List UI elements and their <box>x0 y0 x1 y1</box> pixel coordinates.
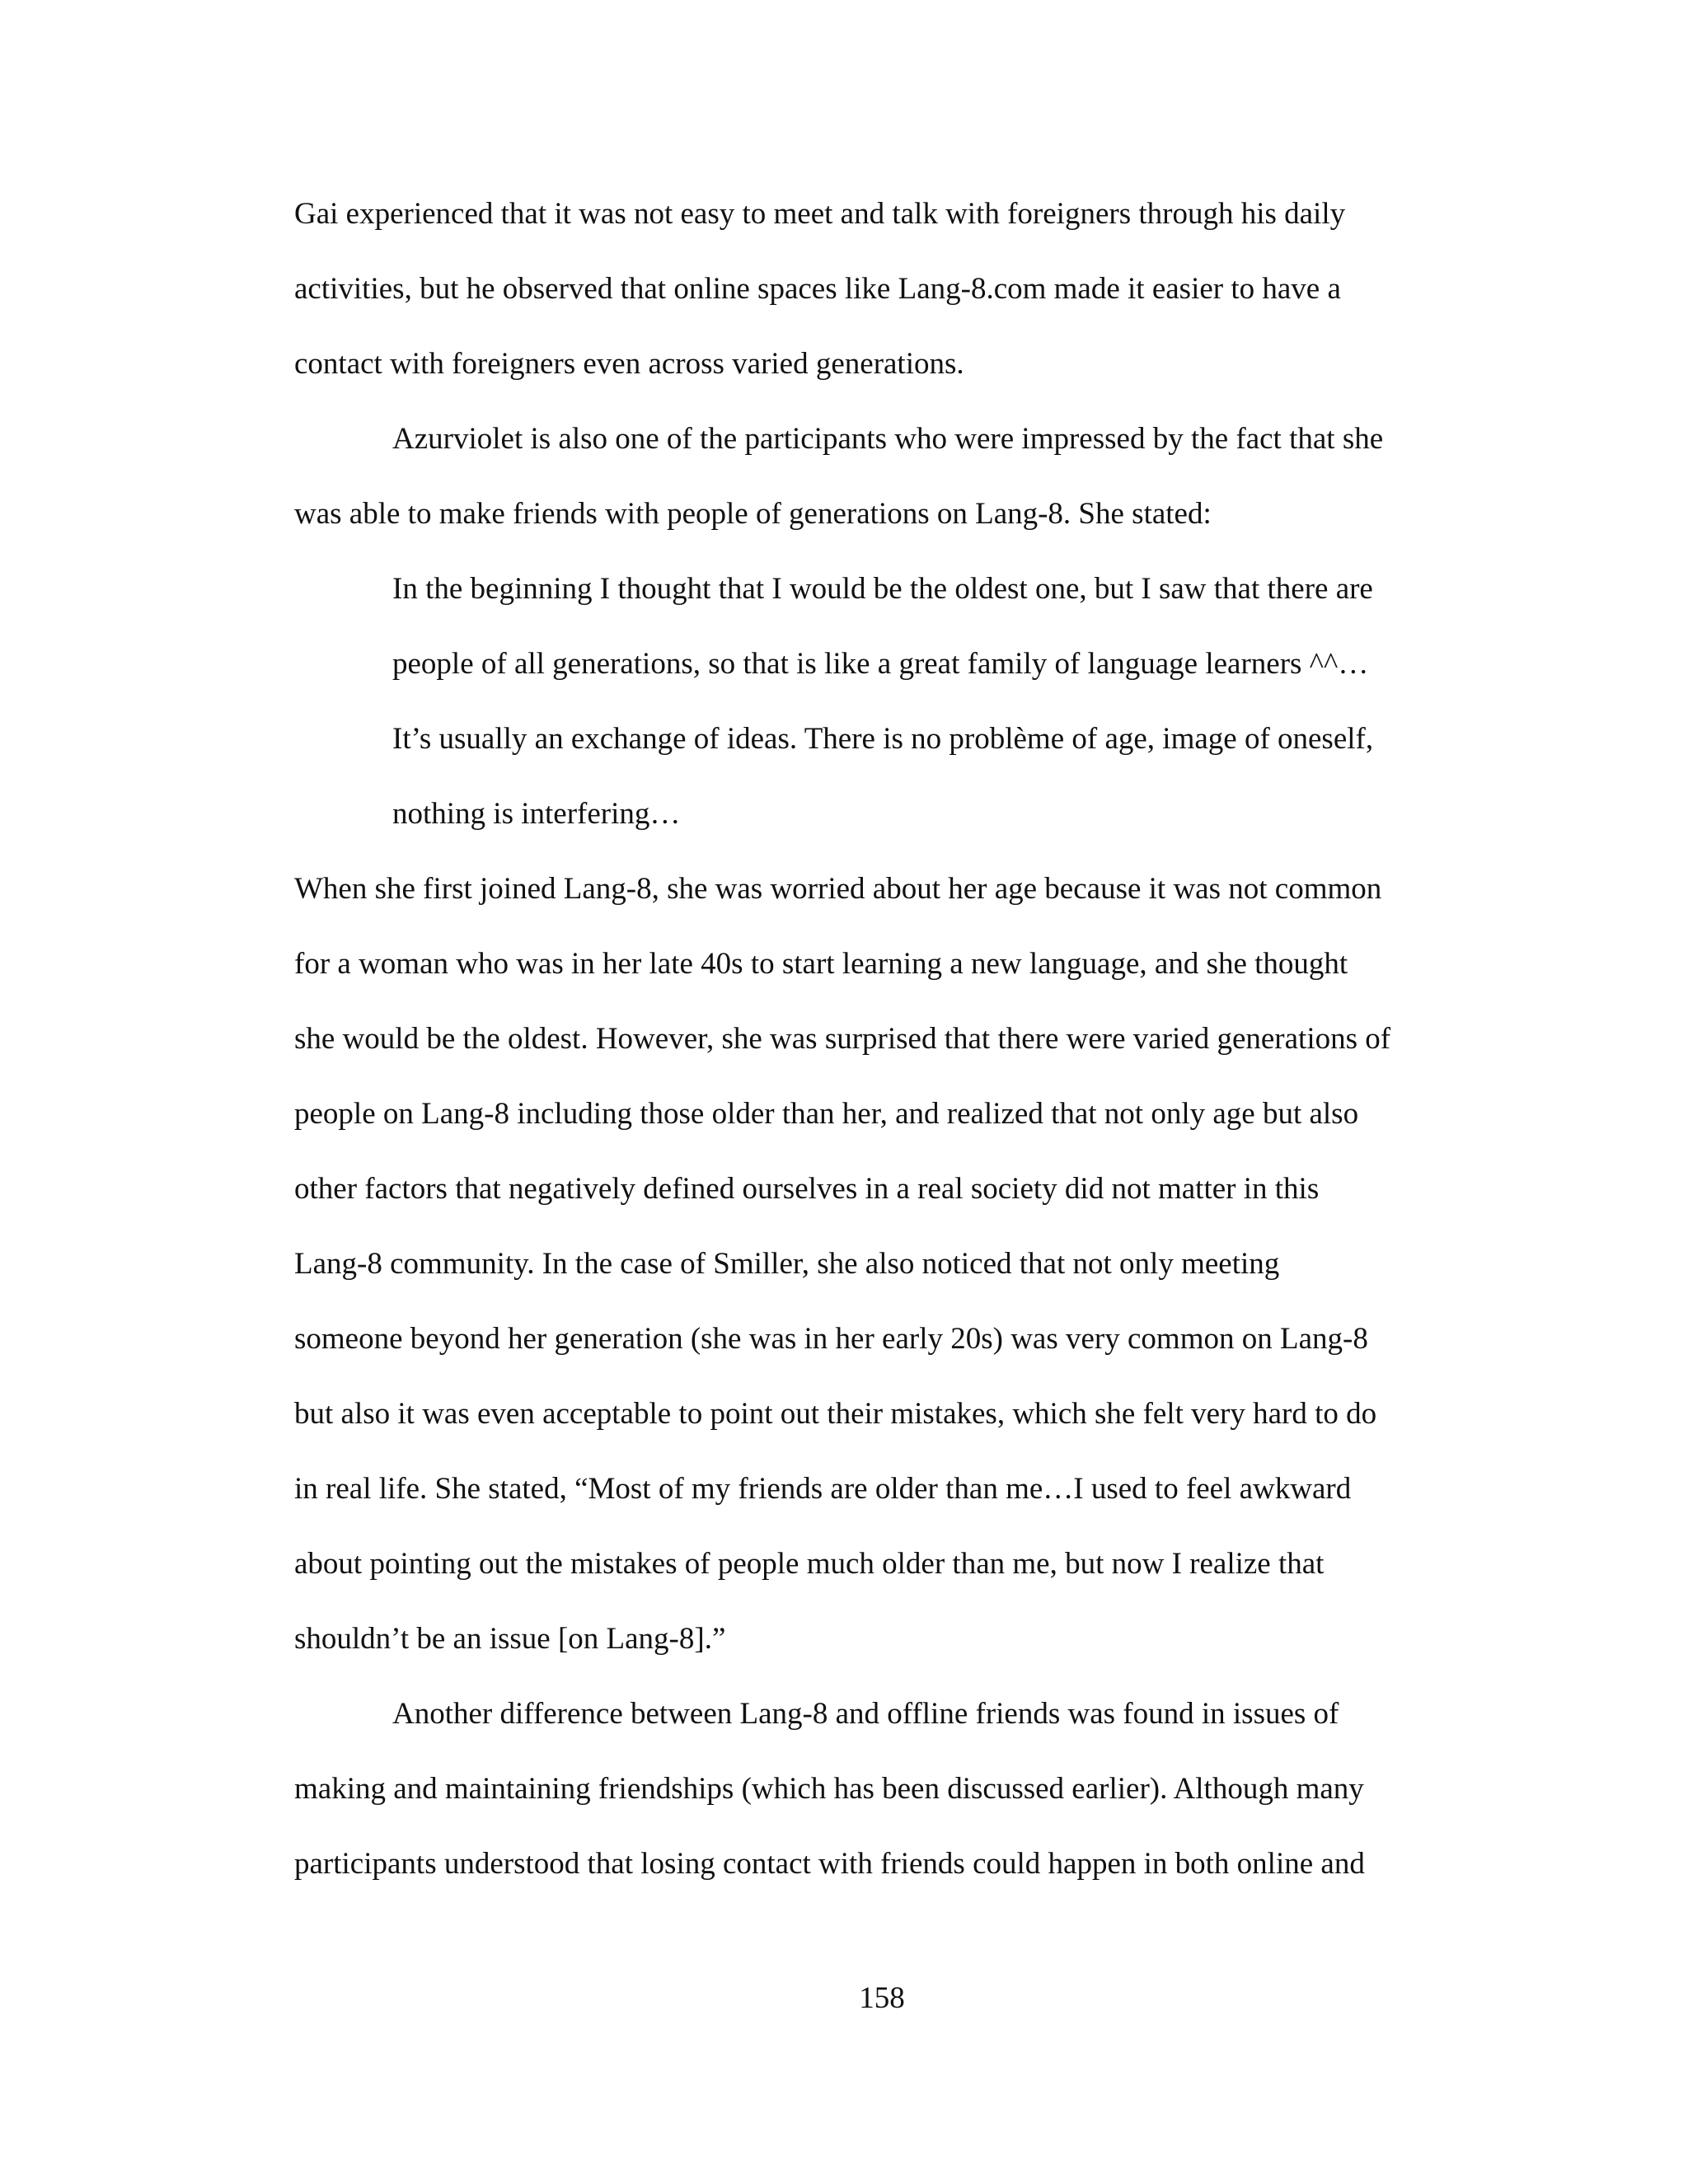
body-text-line: participants understood that losing contact with friends could happen in both online and <box>294 1847 1365 1881</box>
body-text-line: she would be the oldest. However, she was surprised that there were varied generations of <box>294 1022 1391 1056</box>
body-text-line: contact with foreigners even across varied generations. <box>294 347 964 381</box>
body-text-line: was able to make friends with people of generations on Lang-8. She stated: <box>294 497 1212 531</box>
body-text-line: Gai experienced that it was not easy to meet and talk with foreigners through his daily <box>294 197 1346 231</box>
block-quote-line: nothing is interfering… <box>392 797 681 831</box>
paragraph-first-line: Azurviolet is also one of the participants who were impressed by the fact that she <box>392 422 1384 456</box>
body-text-line: in real life. She stated, “Most of my friends are older than me…I used to feel awkward <box>294 1472 1352 1506</box>
body-text-line: about pointing out the mistakes of people much older than me, but now I realize that <box>294 1547 1325 1581</box>
body-text-line: but also it was even acceptable to point out their mistakes, which she felt very hard to do <box>294 1397 1377 1431</box>
body-text-line: Lang-8 community. In the case of Smiller, she also noticed that not only meeting <box>294 1247 1280 1281</box>
body-text-line: making and maintaining friendships (which has been discussed earlier). Although many <box>294 1772 1364 1806</box>
body-text-line: shouldn’t be an issue [on Lang-8].” <box>294 1622 726 1656</box>
body-text-line: for a woman who was in her late 40s to start learning a new language, and she thought <box>294 947 1348 981</box>
body-text-line: people on Lang-8 including those older than her, and realized that not only age but also <box>294 1097 1359 1131</box>
body-text-line: other factors that negatively defined ourselves in a real society did not matter in this <box>294 1172 1320 1206</box>
body-text-line: someone beyond her generation (she was in her early 20s) was very common on Lang-8 <box>294 1322 1368 1356</box>
body-text-line: activities, but he observed that online spaces like Lang-8.com made it easier to have a <box>294 272 1341 306</box>
paragraph-first-line: Another difference between Lang-8 and offline friends was found in issues of <box>392 1697 1339 1731</box>
body-text-line: When she first joined Lang-8, she was worried about her age because it was not common <box>294 872 1382 906</box>
page-number: 158 <box>859 1981 905 2015</box>
block-quote-line: It’s usually an exchange of ideas. There is no problème of age, image of oneself, <box>392 722 1374 756</box>
block-quote-line: In the beginning I thought that I would be the oldest one, but I saw that there are <box>392 572 1373 606</box>
block-quote-line: people of all generations, so that is like a great family of language learners ^^… <box>392 647 1369 681</box>
